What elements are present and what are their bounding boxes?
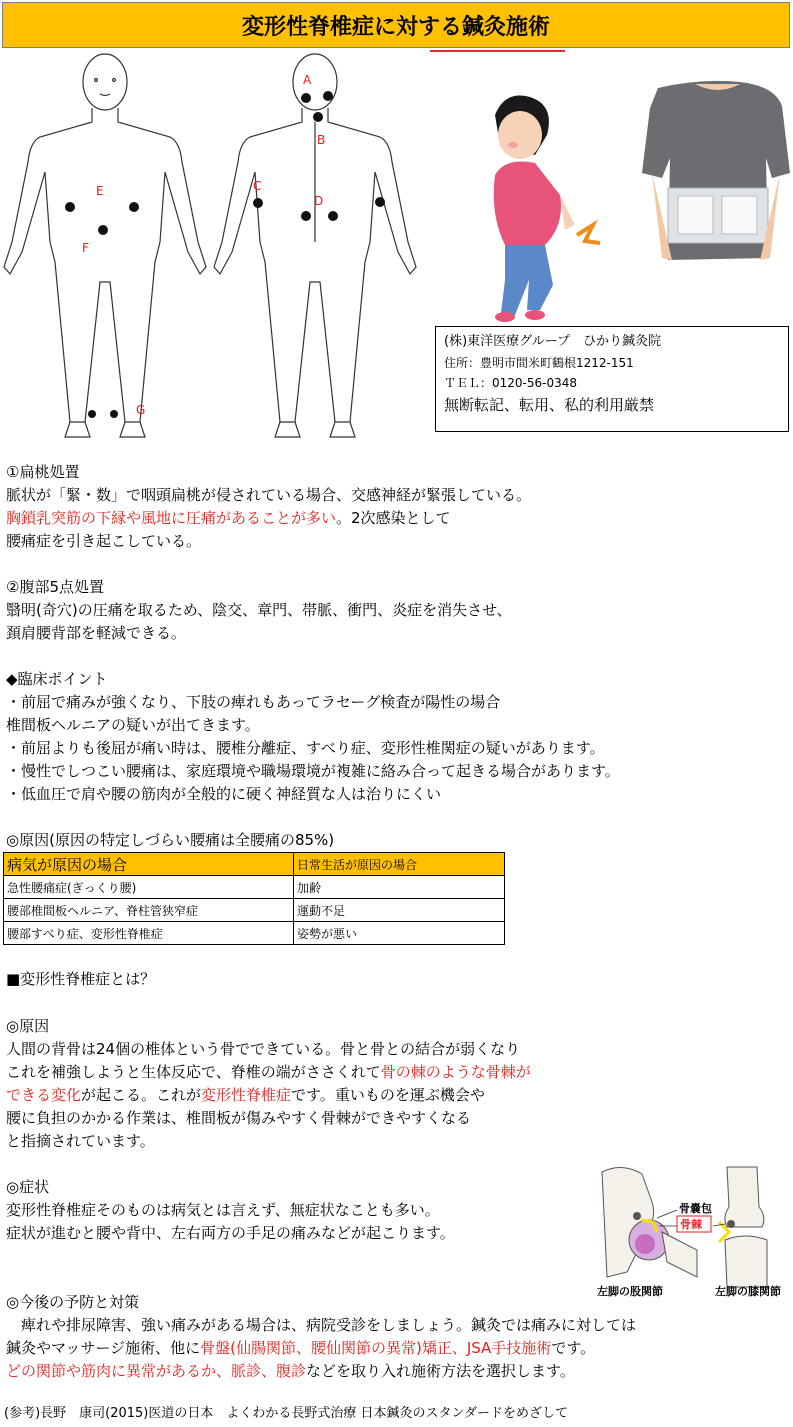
point-label-c: C — [253, 179, 262, 193]
section-tonsil — [6, 461, 531, 553]
paragraph-line: 翳明(奇穴)の圧痛を取るため、陰交、章門、帯脈、衝門、炎症を消失させ、 — [6, 601, 512, 619]
clinic-tel: ＴＥＬ：0120-56-0348 — [444, 376, 578, 390]
paragraph-line: 人間の背骨は24個の椎体という骨でできている。骨と骨との結合が弱くなり — [6, 1040, 521, 1058]
table-cell: 急性腰痛症(ぎっくり腰) — [4, 876, 294, 899]
paragraph-line: 変形性脊椎症そのものは病気とは言えず、無症状なことも多い。 — [6, 1201, 440, 1219]
table-row — [4, 922, 505, 945]
paragraph-text: 。2次感染として — [336, 509, 451, 527]
paragraph-text: です。 — [551, 1339, 596, 1357]
paragraph-text: これを補強しようと生体反応で、脊椎の端がささくれて — [6, 1063, 381, 1081]
highlight-text: 骨の棘のような骨棘が — [380, 1063, 531, 1081]
point-label-g: G — [136, 403, 146, 417]
section-symptoms — [6, 1176, 455, 1245]
causes-table — [3, 852, 505, 945]
section-clinical-points — [6, 668, 620, 806]
table-row — [4, 876, 505, 899]
point-label-f: F — [82, 241, 89, 255]
bone-spur-label: 骨棘 — [680, 1218, 702, 1231]
definition-heading: ■変形性脊椎症とは？ — [6, 970, 156, 988]
paragraph-line: 腰痛症を引き起こしている。 — [6, 532, 202, 550]
section-heading: ◎原因 — [6, 1017, 50, 1035]
table-cell: 加齢 — [294, 876, 505, 899]
clinical-line: ・前屈で痛みが強くなり、下肢の痺れもあってラセーグ検査が陽性の場合 — [6, 693, 501, 711]
causes-heading: ◎原因(原因の特定しづらい腰痛は全腰痛の85%) — [6, 831, 335, 849]
table-row — [4, 899, 505, 922]
paragraph-line — [6, 507, 531, 530]
paragraph-line: 脈状が「緊・数」で咽頭扁桃が侵されている場合、交感神経が緊張している。 — [6, 486, 532, 504]
section-prevention — [6, 1291, 636, 1383]
table-cell: 腰部椎間板ヘルニア、脊柱管狭窄症 — [4, 899, 294, 922]
paragraph-text: 鍼灸やマッサージ施術、他に — [6, 1339, 201, 1357]
highlight-text: 変形性脊椎症 — [201, 1086, 292, 1104]
paragraph-line: と指摘されています。 — [6, 1132, 155, 1150]
clinic-name: (株)東洋医療グループ ひかり鍼灸院 — [444, 334, 662, 349]
table-header: 日常生活が原因の場合 — [294, 853, 505, 876]
title-text: 変形性脊椎症に対する鍼灸施術 — [241, 14, 550, 40]
paragraph-line — [6, 1337, 636, 1360]
paragraph-line — [6, 1061, 531, 1084]
point-label-a: A — [303, 73, 312, 87]
hip-joint-label: 左脚の股関節 — [597, 1285, 663, 1298]
table-cell: 運動不足 — [294, 899, 505, 922]
section-heading: ②腹部5点処置 — [6, 578, 104, 596]
point-label-b: B — [317, 133, 326, 147]
clinical-line: 椎間板ヘルニアの疑いが出てきます。 — [6, 716, 260, 734]
clinic-address: 住所：豊明市間米町鶴根1212-151 — [444, 356, 634, 370]
paragraph-line — [6, 1360, 636, 1383]
paragraph-text: などを取り入れ施術方法を選択します。 — [306, 1362, 575, 1380]
reference-citation: (参考)長野 康司(2015)医道の日本 よくわかる長野式治療 日本鍼灸のスタンダードをめざして — [4, 1406, 568, 1421]
table-cell: 腰部すべり症、変形性脊椎症 — [4, 922, 294, 945]
page-title — [2, 2, 790, 48]
clinical-line: ・低血圧で肩や腰の筋肉が全般的に硬く神経質な人は治りにくい — [6, 785, 442, 803]
paragraph-text: が起こる。これが — [81, 1086, 202, 1104]
knee-joint-label: 左脚の膝関節 — [715, 1285, 781, 1298]
table-header: 病気が原因の場合 — [4, 853, 294, 876]
acupoint-body-diagram — [0, 52, 420, 442]
highlight-text: できる変化 — [6, 1086, 82, 1104]
section-heading: ◎今後の予防と対策 — [6, 1293, 140, 1311]
table-cell: 姿勢が悪い — [294, 922, 505, 945]
section-heading: ◎症状 — [6, 1178, 50, 1196]
copyright-notice: 無断転記、転用、私的利用厳禁 — [444, 396, 655, 414]
decorative-red-line — [430, 50, 565, 52]
paragraph-text: です。重いものを運ぶ機会や — [291, 1086, 485, 1104]
section-cause — [6, 1015, 531, 1153]
lumbar-belt-illustration — [640, 78, 792, 263]
section-abdomen — [6, 576, 512, 645]
bone-capsule-label: 骨嚢包 — [679, 1202, 712, 1215]
bone-spur-joint-illustration — [597, 1162, 793, 1300]
section-heading: ◆臨床ポイント — [6, 670, 108, 688]
clinic-contact-box — [435, 326, 789, 432]
point-label-d: D — [314, 194, 324, 208]
paragraph-line: 頚肩腰背部を軽減できる。 — [6, 624, 187, 642]
paragraph-line: 痺れや排尿障害、強い痛みがある場合は、病院受診をしましょう。鍼灸では痛みに対しては — [6, 1316, 637, 1334]
back-pain-woman-illustration — [465, 85, 615, 325]
paragraph-line — [6, 1084, 531, 1107]
clinical-line: ・慢性でしつこい腰痛は、家庭環境や職場環境が複雑に絡み合って起きる場合があります。 — [6, 762, 620, 780]
paragraph-line: 腰に負担のかかる作業は、椎間板が傷みやすく骨棘ができやすくなる — [6, 1109, 472, 1127]
clinical-line: ・前屈よりも後屈が痛い時は、腰椎分離症、すべり症、変形性椎関症の疑いがあります。 — [6, 739, 605, 757]
highlight-text: 胸鎖乳突筋の下縁や風地に圧痛があることが多い — [6, 509, 337, 527]
paragraph-line: 症状が進むと腰や背中、左右両方の手足の痛みなどが起こります。 — [6, 1224, 455, 1242]
point-label-e: E — [96, 184, 104, 198]
section-heading: ①扁桃処置 — [6, 463, 80, 481]
highlight-text: どの関節や筋肉に異常があるか、脈診、腹診 — [6, 1362, 307, 1380]
highlight-text: 骨盤(仙腸関節、腰仙関節の異常)矯正、JSA手技施術 — [200, 1339, 552, 1357]
